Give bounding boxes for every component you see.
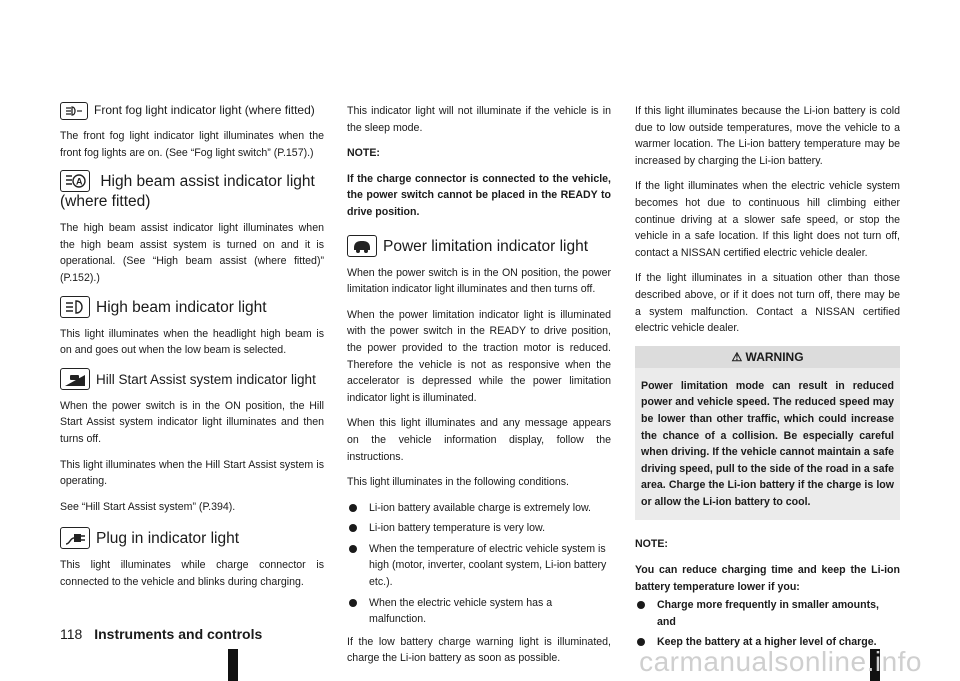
- hot-system-text: If the light illuminates when the electric vehicle system becomes hot due to continuous hill climbing either continue driving at a slower safe speed, or stop the vehicle in a safe location. If this light does not turn off, contact a NISSAN certified electric vehicle dealer.: [635, 180, 900, 259]
- warning-text: Power limitation mode can result in reduced power and vehicle speed. The reduced speed may be lower than other traffic, which could increase the chance of a collision. Be especially careful when driving. If the vehicle cannot maintain a safe driving speed, pull to the side of the road in a safe area. Charge the Li-ion battery if the charge is low or allow the Li-ion battery to cool.: [635, 368, 900, 521]
- note-text: You can reduce charging time and keep the Li-ion battery temperature lower if you:: [635, 564, 900, 593]
- cold-battery-text: If this light illuminates because the Li-ion battery is cold due to low outside temperatures, move the vehicle to a warmer location. The Li-ion battery temperature may be increased by charging the Li-ion battery.: [635, 105, 900, 167]
- power-limitation-heading: [347, 235, 611, 257]
- list-item: Keep the battery at a higher level of charge.: [635, 634, 900, 651]
- fog-light-text: The front fog light indicator light illuminates when the front fog lights are on. (See “Fog light switch” (P.157).): [60, 130, 324, 159]
- power-limitation-icon: [347, 235, 377, 257]
- high-beam-assist-icon: [60, 170, 90, 192]
- plug-in-title: Plug in indicator light: [96, 530, 240, 548]
- high-beam-assist-heading: [60, 170, 324, 212]
- hill-start-text-1: When the power switch is in the ON position, the Hill Start Assist system indicator light illuminates and then turns off.: [60, 399, 324, 445]
- crop-mark-left: [228, 649, 238, 681]
- list-item: Charge more frequently in smaller amounts, and: [635, 597, 900, 630]
- high-beam-assist-title: High beam assist indicator light (where fitted): [60, 173, 315, 211]
- watermark: carmanualsonline.info: [639, 646, 922, 677]
- fog-light-icon: [60, 102, 88, 120]
- bullet-icon: [637, 601, 645, 609]
- power-limitation-text-3: When this light illuminates and any message appears on the vehicle information display, follow the instructions.: [347, 417, 611, 463]
- list-item: When the electric vehicle system has a malfunction.: [347, 595, 611, 628]
- plug-in-text: This light illuminates while charge connector is connected to the vehicle and blinks during charging.: [60, 559, 324, 588]
- column-left: [60, 100, 324, 600]
- hill-start-text-3: See “Hill Start Assist system” (P.394).: [60, 500, 236, 513]
- warning-triangle-icon: ⚠: [731, 349, 743, 364]
- power-limitation-text-2: When the power limitation indicator light is illuminated with the power switch in the READY to drive position, the power provided to the traction motor is reduced. Therefore the vehicle is not as responsive when the accelerator is depressed while the power limitation indicator light is illuminated.: [347, 308, 611, 404]
- fog-light-heading: [60, 100, 324, 120]
- page-number: 118: [60, 626, 83, 642]
- fog-light-title: Front fog light indicator light (where fitted): [94, 103, 315, 117]
- note-label: NOTE:: [635, 538, 668, 551]
- plug-in-icon: [60, 527, 90, 549]
- hill-start-heading: [60, 368, 324, 390]
- hill-start-title: Hill Start Assist system indicator light: [96, 371, 316, 387]
- note-label: NOTE:: [347, 147, 380, 160]
- svg-text:A: A: [76, 176, 83, 187]
- high-beam-heading: [60, 296, 324, 318]
- warning-label: WARNING: [745, 349, 804, 364]
- hill-start-icon: [60, 368, 90, 390]
- power-limitation-text-1: When the power switch is in the ON position, the power limitation indicator light illuminates and then turns off.: [347, 266, 611, 296]
- sleep-mode-text: This indicator light will not illuminate if the vehicle is in the sleep mode.: [347, 105, 611, 134]
- bullet-icon: [349, 504, 357, 512]
- column-middle: [347, 103, 611, 676]
- list-item: Li-ion battery temperature is very low.: [347, 520, 611, 537]
- high-beam-icon: [60, 296, 90, 318]
- high-beam-title: High beam indicator light: [96, 298, 267, 316]
- list-item: Li-ion battery available charge is extremely low.: [347, 500, 611, 517]
- hill-start-text-2: This light illuminates when the Hill Start Assist system is operating.: [60, 458, 324, 488]
- page-footer: [60, 626, 262, 642]
- section-title: Instruments and controls: [94, 626, 263, 642]
- bullet-icon: [349, 545, 357, 553]
- malfunction-text: If the light illuminates in a situation other than those described above, or if it does not turn off, there may be a system malfunction. Contact a NISSAN certified electric vehicle dealer.: [635, 272, 900, 335]
- high-beam-assist-text: The high beam assist indicator light illuminates when the high beam assist system is turned on and it is operational. (See “High beam assist (where fitted)” (P.152).): [60, 222, 324, 284]
- note-text: If the charge connector is connected to the vehicle, the power switch cannot be placed in the READY to drive position.: [347, 172, 611, 218]
- power-limitation-title: Power limitation indicator light: [383, 237, 589, 255]
- bullet-icon: [349, 524, 357, 532]
- power-limitation-text-4: This light illuminates in the following conditions.: [347, 476, 569, 489]
- warning-header: [635, 346, 900, 368]
- low-battery-text: If the low battery charge warning light is illuminated, charge the Li-ion battery as soon as possible.: [347, 635, 611, 665]
- plug-in-heading: [60, 527, 324, 549]
- column-right: [635, 103, 900, 655]
- bullet-icon: [349, 599, 357, 607]
- list-item: When the temperature of electric vehicle system is high (motor, inverter, coolant system, Li-ion battery etc.).: [347, 541, 611, 591]
- high-beam-text: This light illuminates when the headlight high beam is on and goes out when the low beam is selected.: [60, 327, 324, 357]
